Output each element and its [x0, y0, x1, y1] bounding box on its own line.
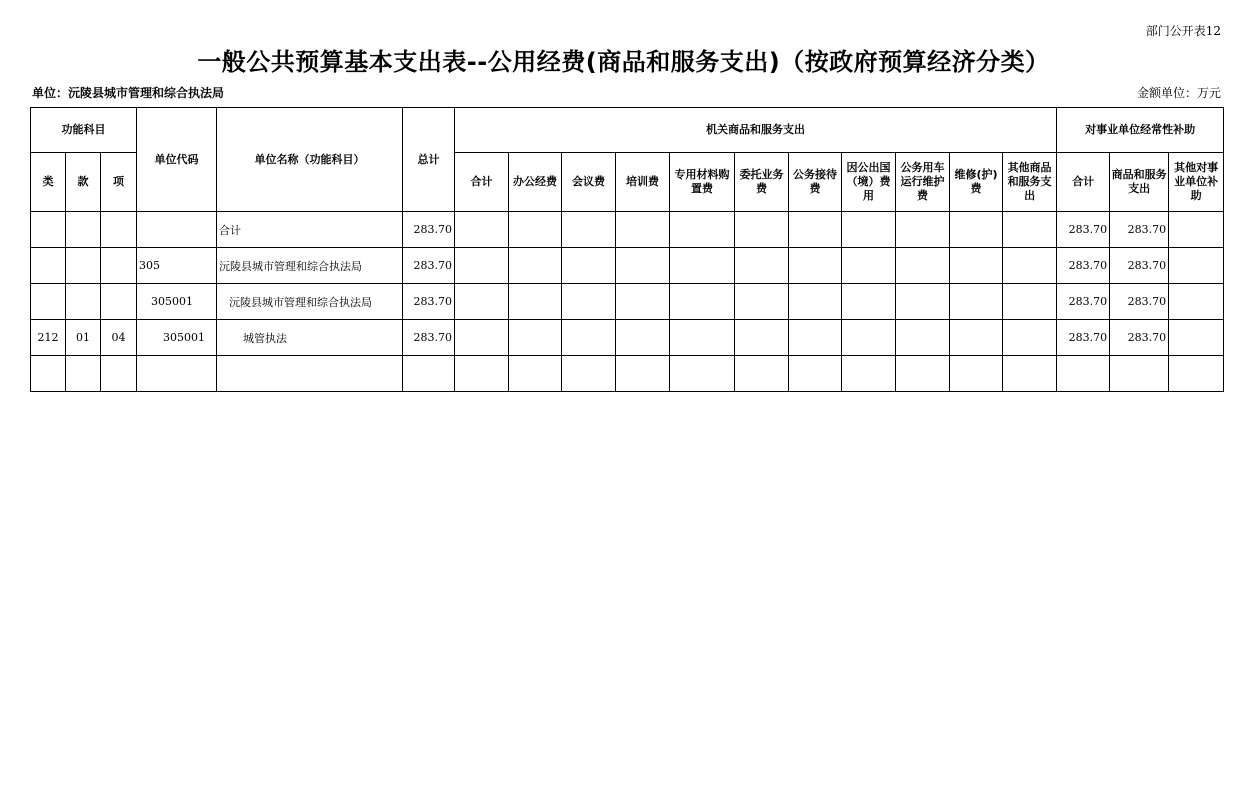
- header-row-1: [31, 108, 1224, 153]
- cell-empty: [616, 248, 670, 284]
- cell-empty: [137, 356, 217, 392]
- cell-empty: [735, 284, 789, 320]
- cell-empty: [455, 284, 509, 320]
- cell-empty: [1003, 248, 1057, 284]
- cell-empty: [896, 356, 950, 392]
- cell-empty: [1169, 320, 1224, 356]
- header-func-subject: 功能科目: [31, 108, 137, 153]
- header-training-expense: 培训费: [616, 153, 670, 212]
- cell-empty: [896, 320, 950, 356]
- header-subsidy-subtotal: 合计: [1057, 153, 1110, 212]
- cell-unit-name: 沅陵县城市管理和综合执法局: [217, 248, 403, 284]
- cell-empty: [1110, 356, 1169, 392]
- header-subsidy-goods: 商品和服务支出: [1110, 153, 1169, 212]
- reporting-unit: 单位：沅陵县城市管理和综合执法局: [32, 86, 225, 100]
- cell-empty: [616, 320, 670, 356]
- cell-empty: [616, 356, 670, 392]
- table-row: [31, 248, 1224, 284]
- cell-total: 283.70: [403, 284, 455, 320]
- header-org-goods: 机关商品和服务支出: [455, 108, 1057, 153]
- cell-unit-code: [137, 212, 217, 248]
- table-row-empty: [31, 356, 1224, 392]
- cell-unit-code: 305001: [137, 320, 217, 356]
- cell-unit-name: 沅陵县城市管理和综合执法局: [217, 284, 403, 320]
- cell-empty: [670, 284, 735, 320]
- cell-empty: [670, 212, 735, 248]
- cell-unit-name: 城管执法: [217, 320, 403, 356]
- cell-unit-code: 305: [137, 248, 217, 284]
- cell-empty: [1057, 356, 1110, 392]
- table-row: [31, 320, 1224, 356]
- cell-lei: [31, 248, 66, 284]
- cell-kuan: [66, 284, 101, 320]
- header-lei: 类: [31, 153, 66, 212]
- cell-empty: [562, 248, 616, 284]
- cell-xiang: [101, 212, 137, 248]
- cell-empty: [1003, 284, 1057, 320]
- cell-xiang: 04: [101, 320, 137, 356]
- cell-subsidy-total: 283.70: [1057, 320, 1110, 356]
- cell-empty: [950, 320, 1003, 356]
- cell-empty: [101, 356, 137, 392]
- cell-empty: [842, 284, 896, 320]
- header-org-subtotal: 合计: [455, 153, 509, 212]
- cell-empty: [616, 212, 670, 248]
- cell-empty: [789, 212, 842, 248]
- cell-empty: [735, 356, 789, 392]
- header-subsidy-other: 其他对事业单位补助: [1169, 153, 1224, 212]
- cell-empty: [1169, 212, 1224, 248]
- cell-empty: [670, 356, 735, 392]
- cell-empty: [562, 356, 616, 392]
- cell-kuan: [66, 248, 101, 284]
- header-other-goods: 其他商品和服务支出: [1003, 153, 1057, 212]
- cell-empty: [670, 248, 735, 284]
- cell-subsidy-goods: 283.70: [1110, 212, 1169, 248]
- cell-empty: [789, 248, 842, 284]
- cell-xiang: [101, 284, 137, 320]
- cell-empty: [789, 284, 842, 320]
- cell-subsidy-total: 283.70: [1057, 284, 1110, 320]
- cell-empty: [66, 356, 101, 392]
- cell-empty: [217, 356, 403, 392]
- header-repair-maintenance: 维修(护)费: [950, 153, 1003, 212]
- header-meeting-expense: 会议费: [562, 153, 616, 212]
- cell-empty: [896, 248, 950, 284]
- cell-empty: [455, 212, 509, 248]
- cell-empty: [1169, 356, 1224, 392]
- cell-unit-code: 305001: [137, 284, 217, 320]
- cell-empty: [1169, 248, 1224, 284]
- cell-empty: [842, 320, 896, 356]
- amount-unit: 金额单位：万元: [1136, 86, 1221, 100]
- cell-empty: [670, 320, 735, 356]
- cell-empty: [509, 356, 562, 392]
- cell-lei: [31, 284, 66, 320]
- cell-empty: [403, 356, 455, 392]
- cell-empty: [896, 212, 950, 248]
- cell-empty: [950, 284, 1003, 320]
- cell-empty: [509, 212, 562, 248]
- cell-subsidy-total: 283.70: [1057, 248, 1110, 284]
- cell-subsidy-goods: 283.70: [1110, 284, 1169, 320]
- cell-xiang: [101, 248, 137, 284]
- cell-empty: [950, 356, 1003, 392]
- header-subsidy: 对事业单位经常性补助: [1057, 108, 1224, 153]
- header-special-material: 专用材料购置费: [670, 153, 735, 212]
- cell-subsidy-total: 283.70: [1057, 212, 1110, 248]
- budget-table: [30, 107, 1224, 392]
- cell-empty: [735, 248, 789, 284]
- cell-empty: [896, 284, 950, 320]
- cell-empty: [455, 320, 509, 356]
- cell-empty: [455, 248, 509, 284]
- cell-empty: [735, 320, 789, 356]
- cell-empty: [562, 212, 616, 248]
- header-overseas-travel: 因公出国（境）费用: [842, 153, 896, 212]
- cell-empty: [31, 356, 66, 392]
- cell-empty: [735, 212, 789, 248]
- cell-kuan: [66, 212, 101, 248]
- cell-empty: [950, 248, 1003, 284]
- cell-empty: [1169, 284, 1224, 320]
- cell-total: 283.70: [403, 212, 455, 248]
- header-official-reception: 公务接待费: [789, 153, 842, 212]
- cell-empty: [455, 356, 509, 392]
- cell-empty: [509, 284, 562, 320]
- cell-kuan: 01: [66, 320, 101, 356]
- cell-total: 283.70: [403, 320, 455, 356]
- cell-empty: [1003, 320, 1057, 356]
- header-unit-name: 单位名称（功能科目）: [217, 108, 403, 212]
- cell-empty: [842, 212, 896, 248]
- cell-lei: 212: [31, 320, 66, 356]
- cell-empty: [789, 320, 842, 356]
- cell-empty: [509, 320, 562, 356]
- page-title: 一般公共预算基本支出表--公用经费(商品和服务支出)（按政府预算经济分类）: [197, 48, 1050, 76]
- unit-line: [32, 84, 1221, 100]
- cell-total: 283.70: [403, 248, 455, 284]
- cell-unit-name: 合计: [217, 212, 403, 248]
- cell-empty: [842, 356, 896, 392]
- header-xiang: 项: [101, 153, 137, 212]
- cell-empty: [616, 284, 670, 320]
- cell-empty: [1003, 212, 1057, 248]
- cell-empty: [562, 320, 616, 356]
- cell-empty: [842, 248, 896, 284]
- table-number-note: 部门公开表12: [1145, 24, 1221, 38]
- table-row: [31, 284, 1224, 320]
- header-office-expense: 办公经费: [509, 153, 562, 212]
- header-kuan: 款: [66, 153, 101, 212]
- cell-empty: [509, 248, 562, 284]
- cell-empty: [562, 284, 616, 320]
- cell-empty: [1003, 356, 1057, 392]
- header-vehicle-maintenance: 公务用车运行维护费: [896, 153, 950, 212]
- cell-empty: [789, 356, 842, 392]
- header-unit-code: 单位代码: [137, 108, 217, 212]
- header-commissioned-business: 委托业务费: [735, 153, 789, 212]
- table-row: [31, 212, 1224, 248]
- header-total: 总计: [403, 108, 455, 212]
- cell-empty: [950, 212, 1003, 248]
- cell-subsidy-goods: 283.70: [1110, 248, 1169, 284]
- cell-subsidy-goods: 283.70: [1110, 320, 1169, 356]
- cell-lei: [31, 212, 66, 248]
